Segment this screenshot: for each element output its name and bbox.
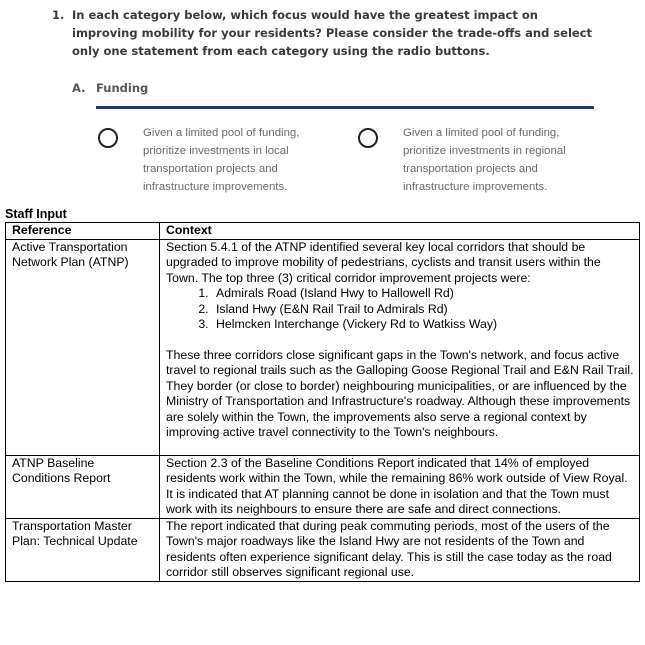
table-row	[6, 455, 640, 518]
staff-input-table	[5, 222, 640, 582]
section-title: Funding	[96, 81, 149, 95]
section-heading	[72, 81, 148, 95]
option-local-label: Given a limited pool of funding, prioritize investments in local transportation projects and infrastructure improvements.	[143, 127, 300, 193]
question-number: 1.	[52, 8, 65, 22]
context-header: Context	[160, 223, 640, 240]
context-intro: Section 5.4.1 of the ATNP identified several key local corridors that should be upgraded to improve mobility of pedestrians, cyclists and transit users within the Town. The top three (3) critical corridor improvement projects were:	[166, 239, 601, 285]
table-row	[6, 239, 640, 455]
reference-cell: ATNP Baseline Conditions Report	[6, 455, 160, 518]
table-row	[6, 518, 640, 581]
list-item: 1. Admirals Road (Island Hwy to Hallowell Rd)	[212, 286, 635, 302]
context-cell	[160, 239, 640, 455]
reference-cell: Transportation Master Plan: Technical Update	[6, 518, 160, 581]
section-divider	[96, 106, 594, 109]
reference-header: Reference	[6, 223, 160, 240]
context-closing: These three corridors close significant gaps in the Town's network, and focus active travel to regional trails such as the Galloping Goose Regional Trail and E&N Rail Trail. They border (or close to border) neighbouring municipalities, or are influenced by the Ministry of Transportation and Infrastructure's roadway. Although these improvements are solely within the Town, the improvements also serve a regional context by improving active travel connectivity to the Town's neighbours.	[166, 347, 634, 439]
context-cell: Section 2.3 of the Baseline Conditions Report indicated that 14% of employed residents work within the Town, while the remaining 86% work outside of View Royal. It is indicated that AT planning cannot be done in isolation and that the Town must work with its neighbours to ensure there are safe and direct connections.	[160, 455, 640, 518]
question-text: In each category below, which focus would have the greatest impact on improving mobility for your residents? Please consider the trade-offs and select only one statement from each category using the radio buttons.	[72, 8, 593, 58]
radio-button-regional[interactable]	[358, 128, 378, 148]
context-cell: The report indicated that during peak commuting periods, most of the users of the Town's major roadways like the Island Hwy are not residents of the Town and residents often experience significant delay. This is still the case today as the road corridor still observes significant regional use.	[160, 518, 640, 581]
radio-button-local[interactable]	[98, 128, 118, 148]
option-regional-label: Given a limited pool of funding, prioritize investments in regional transportation projects and infrastructure improvements.	[403, 127, 566, 193]
list-item: 3. Helmcken Interchange (Vickery Rd to Watkiss Way)	[212, 317, 635, 333]
list-item: 2. Island Hwy (E&N Rail Trail to Admirals Rd)	[212, 302, 635, 318]
project-list	[166, 286, 635, 333]
staff-input-title: Staff Input	[5, 207, 67, 221]
section-letter: A.	[72, 81, 86, 95]
table-header-row	[6, 223, 640, 240]
reference-cell: Active Transportation Network Plan (ATNP)	[6, 239, 160, 455]
